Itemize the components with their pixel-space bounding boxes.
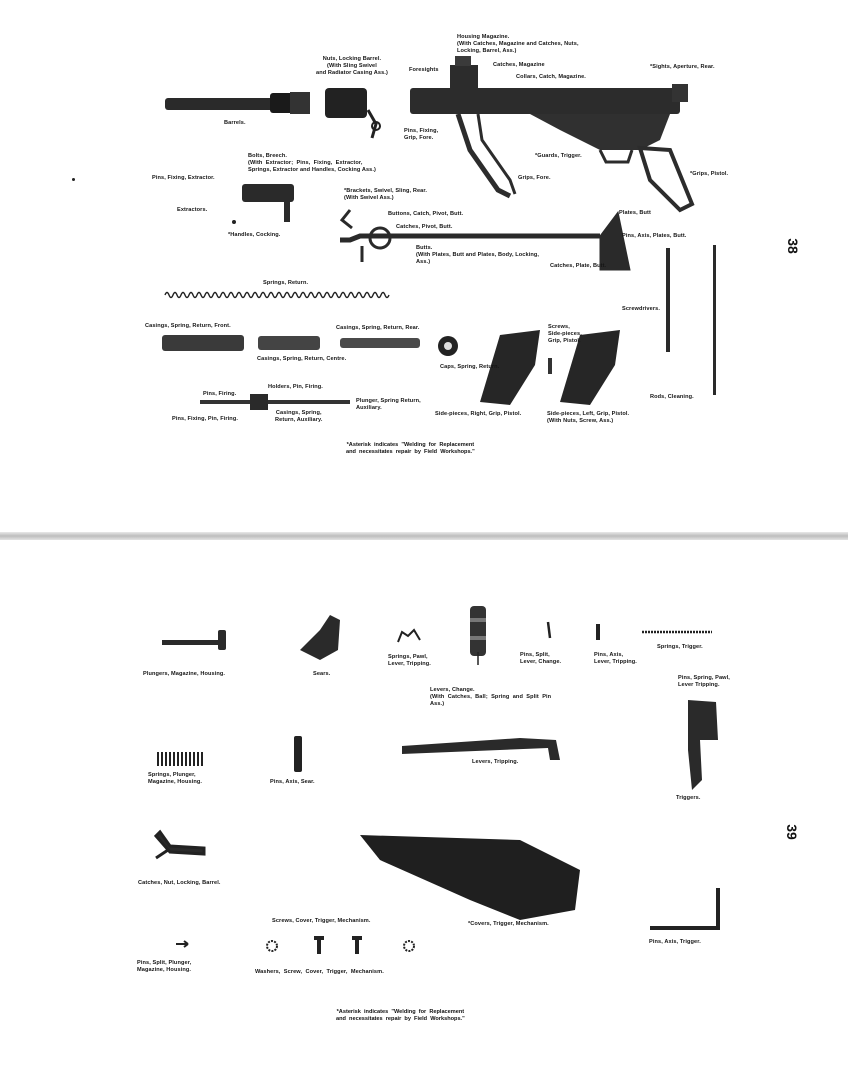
casing-centre-image: [258, 336, 320, 350]
cleaning-rod-image: [713, 245, 716, 395]
screwdriver-image: [666, 248, 670, 352]
label-catches-pivot-butt: Catches, Pivot, Butt.: [396, 224, 453, 230]
screw-image-2: [352, 936, 362, 954]
label-buttons-catch: Buttons, Catch, Pivot, Butt.: [388, 211, 464, 217]
label-butts: Butts. (With Plates, Butt and Plates, Body, Locking, Ass.): [416, 245, 540, 265]
asterisk-note-top: *Asterisk indicates "Welding for Replacement and necessitates repair by Field Workshops.": [346, 442, 475, 455]
label-collars-catch-magazine: Collars, Catch, Magazine.: [516, 74, 586, 80]
label-barrels: Barrels.: [224, 120, 246, 126]
label-pins-axis-plates-butt: Pins, Axis, Plates, Butt.: [622, 233, 687, 239]
label-plunger-spring-return: Plunger, Spring Return, Auxiliary.: [356, 398, 421, 411]
catch-nut-image: [156, 832, 204, 858]
label-extractors: Extractors.: [177, 207, 208, 213]
cover-trigger-image: [360, 835, 580, 920]
washer-image-2: [404, 941, 414, 951]
label-springs-trigger: Springs, Trigger.: [657, 644, 703, 650]
label-bolts-breech: Bolts, Breech. (With Extractor; Pins, Fixing, Extractor, Springs, Extractor and Handles, Cocking Ass.): [248, 153, 377, 173]
page-number-38: 38: [784, 238, 801, 254]
label-housing-magazine: Housing Magazine. (With Catches, Magazine and Catches, Nuts, Locking, Barrel, Ass.): [457, 34, 579, 54]
label-pins-split-lever-change: Pins, Split, Lever, Change.: [520, 652, 562, 665]
label-sights-aperture-rear: *Sights, Aperture, Rear.: [650, 64, 715, 70]
label-casings-front: Casings, Spring, Return, Front.: [145, 323, 231, 329]
label-caps-spring-return: Caps, Spring, Return.: [440, 364, 500, 370]
casing-rear-image: [340, 338, 420, 348]
label-plungers-magazine-housing: Plungers, Magazine, Housing.: [143, 671, 226, 677]
page-39: [0, 540, 848, 1068]
label-pins-firing: Pins, Firing.: [203, 391, 237, 397]
label-triggers: Triggers.: [676, 795, 701, 801]
parts-illustration-bottom: [0, 540, 848, 1068]
label-springs-return: Springs, Return.: [263, 280, 309, 286]
barrel-image: [165, 92, 310, 114]
label-sears: Sears.: [313, 671, 331, 677]
pin-axis-sear-image: [294, 736, 302, 772]
label-washers: Washers, Screw, Cover, Trigger, Mechanism.: [255, 969, 384, 975]
washer-image-1: [267, 941, 277, 951]
label-nuts-locking-barrel: Nuts, Locking Barrel. (With Sling Swivel and Radiator Casing Ass.): [316, 56, 388, 76]
label-pins-fixing-extractor: Pins, Fixing, Extractor.: [152, 175, 215, 181]
label-pins-axis-sear: Pins, Axis, Sear.: [270, 779, 315, 785]
spring-pawl-image: [398, 630, 420, 642]
trigger-image: [688, 700, 718, 790]
label-screws-side-pieces: Screws, Side-pieces, Grip, Pistol.: [548, 324, 582, 344]
label-casings-rear: Casings, Spring, Return, Rear.: [336, 325, 420, 331]
label-levers-tripping: Levers, Tripping.: [472, 759, 519, 765]
lever-tripping-image: [402, 738, 560, 760]
lever-change-image: [470, 606, 486, 665]
speck: [72, 178, 75, 181]
label-pins-split-plunger: Pins, Split, Plunger, Magazine, Housing.: [137, 960, 192, 973]
label-handles-cocking: *Handles, Cocking.: [228, 232, 281, 238]
screw-image-1: [314, 936, 324, 954]
label-screws-cover: Screws, Cover, Trigger, Mechanism.: [272, 918, 371, 924]
label-side-pieces-left: Side-pieces, Left, Grip, Pistol. (With Nuts, Screw, Ass.): [547, 411, 630, 424]
pin-split-plunger-image: [176, 941, 188, 947]
label-catches-magazine: Catches, Magazine: [493, 62, 545, 68]
label-screwdrivers: Screwdrivers.: [622, 306, 660, 312]
pin-axis-trigger-image: [650, 888, 718, 928]
page-number-39: 39: [783, 824, 800, 840]
label-pins-spring-pawl: Pins, Spring, Pawl, Lever Tripping.: [678, 675, 730, 688]
label-foresights: Foresights: [409, 67, 439, 73]
label-pins-axis-trigger: Pins, Axis, Trigger.: [649, 939, 701, 945]
label-grips-fore: Grips, Fore.: [518, 175, 551, 181]
label-rods-cleaning: Rods, Cleaning.: [650, 394, 694, 400]
page-38: [0, 0, 848, 532]
page-gutter: [0, 532, 848, 540]
label-holders-pin-firing: Holders, Pin, Firing.: [268, 384, 323, 390]
spring-plunger-image: [158, 752, 202, 766]
pin-axis-lever-tripping-image: [596, 624, 600, 640]
label-casings-centre: Casings, Spring, Return, Centre.: [257, 356, 347, 362]
label-plates-butt: Plates, Butt: [619, 210, 651, 216]
spring-return-image: [165, 293, 389, 298]
nut-locking-barrel-image: [325, 88, 380, 138]
plunger-magazine-housing-image: [162, 630, 226, 650]
label-covers-trigger: *Covers, Trigger, Mechanism.: [468, 921, 549, 927]
casing-front-image: [162, 335, 244, 351]
asterisk-note-bottom: *Asterisk indicates "Welding for Replacement and necessitates repair by Field Workshops.": [336, 1009, 465, 1022]
label-springs-pawl: Springs, Pawl, Lever, Tripping.: [388, 654, 431, 667]
label-springs-plunger: Springs, Plunger, Magazine, Housing.: [148, 772, 203, 785]
label-catches-nut: Catches, Nut, Locking, Barrel.: [138, 880, 221, 886]
sear-image: [300, 615, 340, 660]
split-pin-image: [548, 622, 550, 638]
label-casings-spring-aux: Casings, Spring, Return, Auxiliary.: [275, 410, 323, 423]
label-pins-axis-lever-tripping: Pins, Axis, Lever, Tripping.: [594, 652, 637, 665]
label-levers-change: Levers, Change. (With Catches, Ball; Spring and Split Pin Ass.): [430, 687, 552, 707]
label-side-pieces-right: Side-pieces, Right, Grip, Pistol.: [435, 411, 522, 417]
label-guards-trigger: *Guards, Trigger.: [535, 153, 582, 159]
bolt-breech-image: [232, 184, 294, 224]
label-pins-fixing-grip-fore: Pins, Fixing, Grip, Fore.: [404, 128, 439, 141]
label-catches-plate-butt: Catches, Plate, Butt.: [550, 263, 607, 269]
label-brackets-swivel: *Brackets, Swivel, Sling, Rear. (With Swivel Ass.): [344, 188, 428, 201]
label-grips-pistol: *Grips, Pistol.: [690, 171, 729, 177]
label-pins-fixing-pin-firing: Pins, Fixing, Pin, Firing.: [172, 416, 238, 422]
